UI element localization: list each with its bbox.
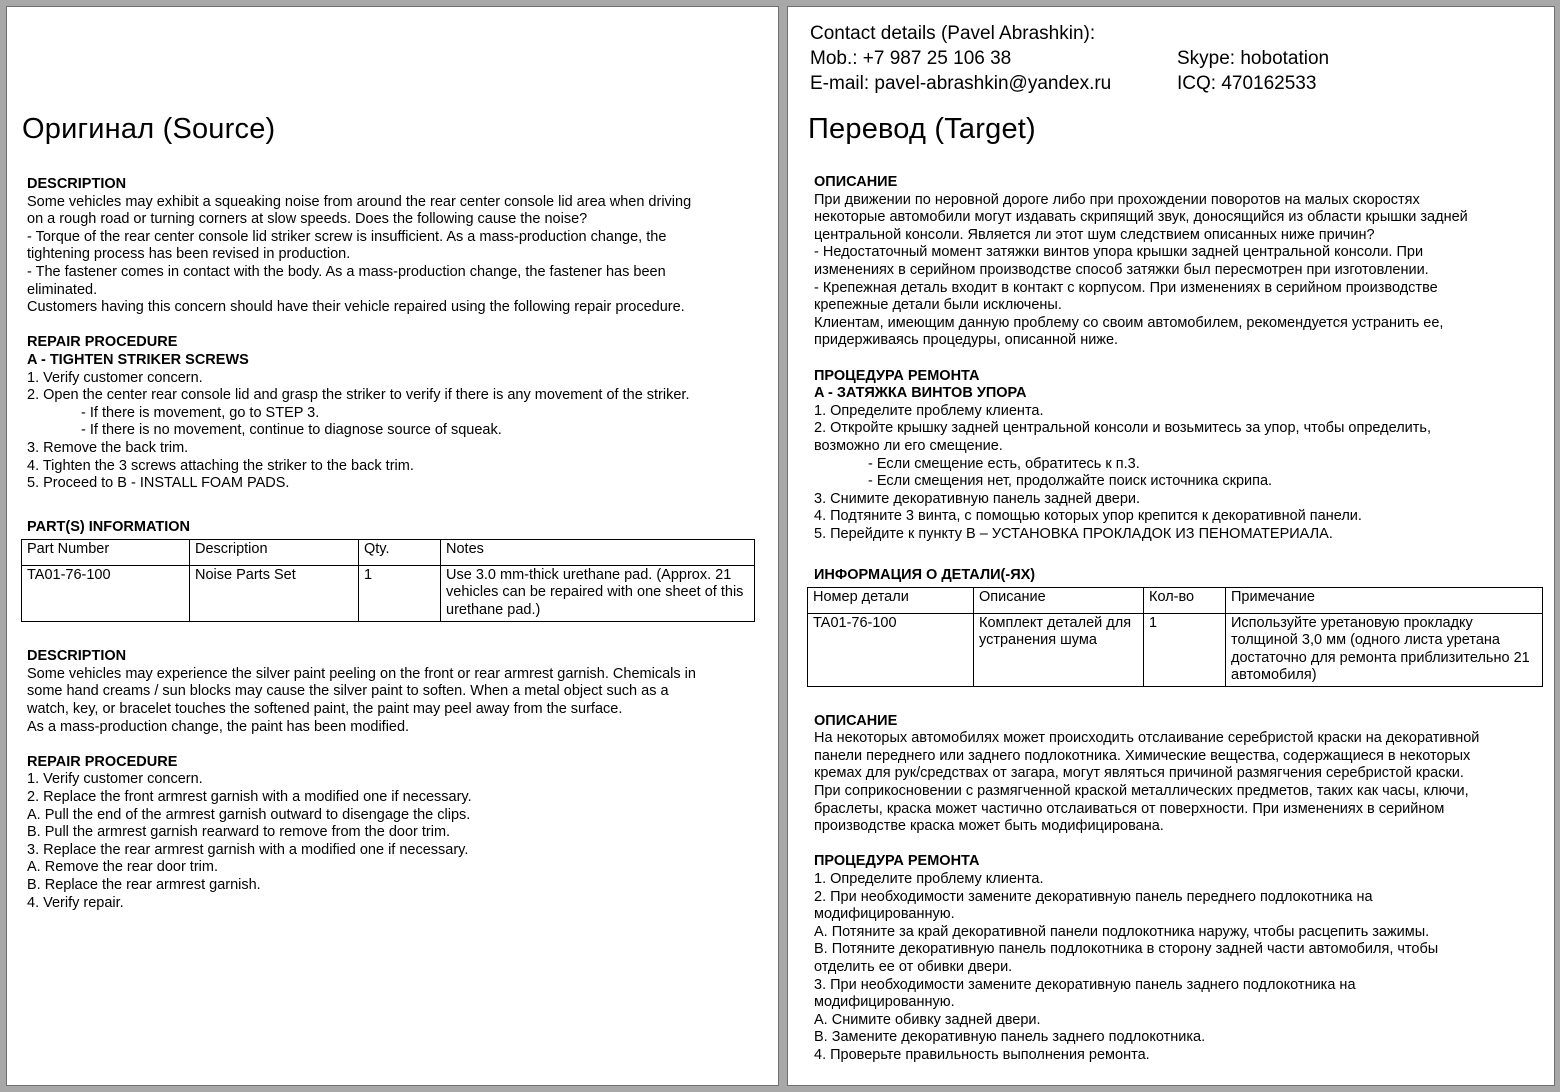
table-cell: TA01-76-100 bbox=[22, 565, 190, 621]
table-row bbox=[22, 565, 755, 621]
text-line: 4. Подтяните 3 винта, с помощью которых упор крепится к декоративной панели. bbox=[814, 508, 1362, 525]
table-cell: TA01-76-100 bbox=[808, 613, 974, 686]
text-line: 4. Verify repair. bbox=[27, 894, 124, 911]
text-line: some hand creams / sun blocks may cause the silver paint to soften. When a metal object such as a bbox=[27, 683, 669, 700]
table-row bbox=[808, 613, 1543, 686]
text-line: 1. Определите проблему клиента. bbox=[814, 870, 1044, 887]
target-page bbox=[787, 6, 1555, 1086]
contact-email: E-mail: pavel-abrashkin@yandex.ru bbox=[810, 73, 1112, 94]
text-line: При соприкосновении с размягченной краской металлических предметов, таких как часы, ключи, bbox=[814, 783, 1469, 799]
text-line: 5. Перейдите к пункту B – УСТАНОВКА ПРОКЛАДОК ИЗ ПЕНОМАТЕРИАЛА. bbox=[814, 525, 1333, 542]
text-line: - Недостаточный момент затяжки винтов упора крышки задней центральной консоли. При bbox=[814, 244, 1424, 261]
text-line: модифицированную. bbox=[814, 906, 955, 923]
text-line: 3. Replace the rear armrest garnish with a modified one if necessary. bbox=[27, 841, 469, 858]
text-line: 3. При необходимости замените декоративную панель заднего подлокотника на bbox=[814, 976, 1356, 993]
text-line: eliminated. bbox=[27, 281, 98, 298]
table-header: Примечание bbox=[1226, 587, 1543, 613]
text-line: возможно ли его смещение. bbox=[814, 437, 1003, 454]
table-header: Qty. bbox=[359, 539, 441, 565]
text-line: - Крепежная деталь входит в контакт с корпусом. При изменениях в серийном производстве bbox=[814, 279, 1438, 296]
table-cell: Use 3.0 mm-thick urethane pad. (Approx. 21 vehicles can be repaired with one sheet of this urethane pad.) bbox=[441, 565, 755, 621]
table-cell: Используйте уретановую прокладку толщиной 3,0 мм (одного листа уретана достаточно для ремонта приблизительно 21 автомобиля) bbox=[1226, 613, 1543, 686]
section-heading: ОПИСАНИЕ bbox=[814, 712, 898, 729]
contact-icq: ICQ: 470162533 bbox=[1177, 73, 1317, 94]
text-line: As a mass-production change, the paint has been modified. bbox=[27, 718, 410, 735]
table-header-row bbox=[22, 539, 755, 565]
text-line: отделить ее от обивки двери. bbox=[814, 958, 1013, 975]
text-line: Клиентам, имеющим данную проблему со своим автомобилем, рекомендуется устранить ее, bbox=[814, 314, 1444, 331]
text-line: 4. Tighten the 3 screws attaching the striker to the back trim. bbox=[27, 457, 414, 474]
text-line: При движении по неровной дороге либо при прохождении поворотов на малых скоростях bbox=[814, 191, 1420, 208]
text-line: 1. Определите проблему клиента. bbox=[814, 402, 1044, 419]
text-line: A. Pull the end of the armrest garnish outward to disengage the clips. bbox=[27, 806, 471, 823]
text-line: некоторые автомобили могут издавать скрипящий звук, доносящийся из области крышки задней bbox=[814, 209, 1468, 226]
text-line: - The fastener comes in contact with the body. As a mass-production change, the fastener has been bbox=[27, 263, 666, 280]
text-line: 3. Снимите декоративную панель задней двери. bbox=[814, 490, 1141, 507]
text-line: 5. Proceed to B - INSTALL FOAM PADS. bbox=[27, 475, 290, 492]
table-cell: 1 bbox=[1144, 613, 1226, 686]
table-cell: Комплект деталей для устранения шума bbox=[974, 613, 1144, 686]
table-header: Description bbox=[190, 539, 359, 565]
table-header: Notes bbox=[441, 539, 755, 565]
parts-table bbox=[807, 587, 1543, 687]
text-line: 4. Проверьте правильность выполнения ремонта. bbox=[814, 1046, 1150, 1063]
section-heading: ПРОЦЕДУРА РЕМОНТА bbox=[814, 853, 980, 870]
table-header: Номер детали bbox=[808, 587, 974, 613]
text-line: панели переднего или заднего подлокотника. Химические вещества, содержащиеся в некоторых bbox=[814, 747, 1471, 764]
text-line: 3. Remove the back trim. bbox=[27, 439, 189, 456]
text-line: on a rough road or turning corners at slow speeds. Does the following cause the noise? bbox=[27, 211, 588, 228]
description-text bbox=[27, 194, 767, 317]
source-title: Оригинал (Source) bbox=[22, 113, 276, 145]
text-line: 1. Verify customer concern. bbox=[27, 771, 203, 788]
contact-skype: Skype: hobotation bbox=[1177, 48, 1330, 69]
section-heading: ПРОЦЕДУРА РЕМОНТА bbox=[814, 367, 980, 384]
text-line: - Torque of the rear center console lid striker screw is insufficient. As a mass-production change, the bbox=[27, 228, 667, 245]
text-line: B. Replace the rear armrest garnish. bbox=[27, 876, 261, 893]
indented-line: - Если смещение есть, обратитесь к п.3. bbox=[868, 455, 1140, 472]
target-content bbox=[814, 174, 1529, 1065]
text-line: 2. Open the center rear console lid and grasp the striker to verify if there is any movement of the striker. bbox=[27, 387, 690, 404]
table-header-row bbox=[808, 587, 1543, 613]
table-cell: Noise Parts Set bbox=[190, 565, 359, 621]
section-heading: DESCRIPTION bbox=[27, 648, 127, 665]
text-line: 1. Verify customer concern. bbox=[27, 369, 203, 386]
text-line: кремах для рук/средствах от загара, могут являться причиной размягчения серебристой краски. bbox=[814, 765, 1464, 782]
parts-table bbox=[21, 539, 755, 622]
text-line: 2. При необходимости замените декоративную панель переднего подлокотника на bbox=[814, 888, 1373, 905]
text-line: Some vehicles may experience the silver paint peeling on the front or rear armrest garnish. Chemicals in bbox=[27, 665, 696, 682]
text-line: производстве краска может быть модифицирована. bbox=[814, 818, 1164, 835]
section-heading: REPAIR PROCEDURE bbox=[27, 334, 178, 351]
table-header: Part Number bbox=[22, 539, 190, 565]
section-heading: ОПИСАНИЕ bbox=[814, 174, 898, 190]
text-line: A. Потяните за край декоративной панели подлокотника наружу, чтобы расцепить зажимы. bbox=[814, 923, 1430, 940]
text-line: придерживаясь процедуры, описанной ниже. bbox=[814, 332, 1119, 349]
section-heading: ИНФОРМАЦИЯ О ДЕТАЛИ(-ЯХ) bbox=[814, 567, 1036, 584]
section-heading: REPAIR PROCEDURE bbox=[27, 753, 178, 770]
text-line: Customers having this concern should have their vehicle repaired using the following repair procedure. bbox=[27, 299, 685, 316]
text-line: A. Remove the rear door trim. bbox=[27, 859, 218, 876]
text-line: Some vehicles may exhibit a squeaking noise from around the rear center console lid area when driving bbox=[27, 193, 692, 210]
contact-heading: Contact details (Pavel Abrashkin): bbox=[810, 23, 1096, 44]
target-title: Перевод (Target) bbox=[808, 113, 1036, 145]
text-line: модифицированную. bbox=[814, 994, 955, 1011]
text-line: На некоторых автомобилях может происходить отслаивание серебристой краски на декоративной bbox=[814, 730, 1480, 747]
source-content bbox=[27, 176, 767, 912]
text-line: 2. Откройте крышку задней центральной консоли и возьмитесь за упор, чтобы определить, bbox=[814, 420, 1431, 437]
text-line: watch, key, or bracelet touches the softened paint, the paint may peel away from the surface. bbox=[27, 701, 623, 718]
indented-line: - Если смещения нет, продолжайте поиск источника скрипа. bbox=[868, 473, 1273, 490]
table-cell: 1 bbox=[359, 565, 441, 621]
text-line: B. Pull the armrest garnish rearward to remove from the door trim. bbox=[27, 824, 451, 841]
text-line: A. Снимите обивку задней двери. bbox=[814, 1011, 1041, 1028]
section-subheading: A - TIGHTEN STRIKER SCREWS bbox=[27, 351, 249, 368]
text-line: крепежные детали были исключены. bbox=[814, 297, 1062, 314]
section-heading: PART(S) INFORMATION bbox=[27, 519, 190, 536]
text-line: центральной консоли. Является ли этот шум следствием описанных ниже причин? bbox=[814, 226, 1375, 243]
section-heading: DESCRIPTION bbox=[27, 176, 127, 192]
text-line: браслеты, краска может частично отслаиваться от поверхности. При изменениях в серийном bbox=[814, 800, 1445, 817]
indented-line: - If there is no movement, continue to diagnose source of squeak. bbox=[81, 422, 502, 439]
contact-mobile: Mob.: +7 987 25 106 38 bbox=[810, 48, 1012, 69]
table-header: Кол-во bbox=[1144, 587, 1226, 613]
text-line: изменениях в серийном производстве способ затяжки был пересмотрен при изготовлении. bbox=[814, 261, 1429, 278]
text-line: tightening process has been revised in production. bbox=[27, 246, 351, 263]
contact-details bbox=[810, 21, 1329, 96]
table-header: Описание bbox=[974, 587, 1144, 613]
text-line: B. Замените декоративную панель заднего подлокотника. bbox=[814, 1029, 1206, 1046]
text-line: B. Потяните декоративную панель подлокотника в сторону задней части автомобиля, чтобы bbox=[814, 941, 1439, 958]
indented-line: - If there is movement, go to STEP 3. bbox=[81, 404, 320, 421]
source-page bbox=[6, 6, 779, 1086]
text-line: 2. Replace the front armrest garnish with a modified one if necessary. bbox=[27, 789, 472, 805]
section-subheading: A - ЗАТЯЖКА ВИНТОВ УПОРА bbox=[814, 385, 1027, 402]
